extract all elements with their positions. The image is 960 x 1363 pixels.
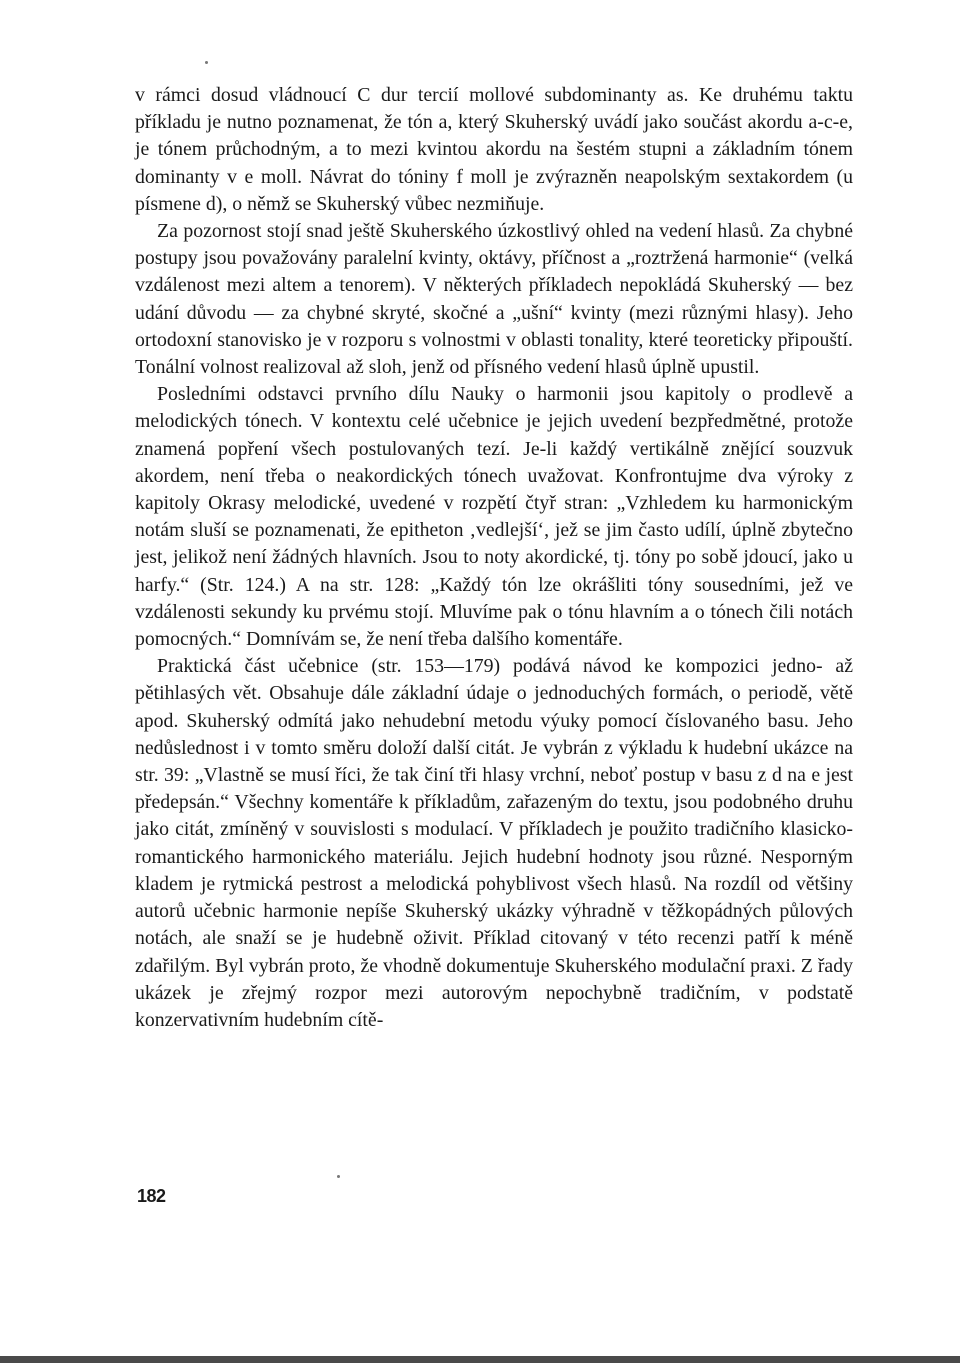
scan-speck — [205, 61, 208, 64]
page-number: 182 — [137, 1186, 166, 1206]
paragraph-4: Praktická část učebnice (str. 153—179) podává návod ke kompozici jedno- až pětihlasých vět. Obsahuje dále základní údaje o jednoduchých formách, o periodě, větě apod. Skuherský odmítá jako nehudební metodu výuky pomocí číslovaného basu. Jeho nedůslednost i v tomto směru doloží další citát. Je vybrán z výkladu k hudební ukázce na str. 39: „Vlastně se musí říci, že tak činí tři hlasy vrchní, neboť postup v basu z d na e jest předepsán.“ Všechny komentáře k příkladům, zařazeným do textu, jsou podobného druhu jako citát, zmíněný v souvislosti s modulací. V příkladech je použito tradičního klasicko-romantického harmonického materiálu. Jejich hudební hodnoty jsou různé. Nesporným kladem je rytmická pestrost a melodická pohyblivost všech hlasů. Na rozdíl od většiny autorů učebnic harmonie nepíše Skuherský ukázky výhradně v těžkopádných půlových notách, ale snaží se je hudebně oživit. Příklad citovaný v této recenzi patří k méně zdařilým. Byl vybrán proto, že vhodně dokumentuje Skuherského modulační praxi. Z řady ukázek je zřejmý rozpor mezi autorovým nepochybně tradičním, v podstatě konzervativním hudebním cítě- — [135, 655, 853, 1031]
paragraph-2: Za pozornost stojí snad ještě Skuherského úzkostlivý ohled na vedení hlasů. Za chybné postupy jsou považovány paralelní kvinty, oktávy, příčnost a „roztržená harmonie“ (velká vzdálenost mezi altem a tenorem). V některých příkladech nepokládá Skuherský — bez udání důvodu — za chybné skryté, skočné a „ušní“ kvinty (mezi různými hlasy). Jeho ortodoxní stanovisko je v rozporu s volnostmi v oblasti tonality, které teoreticky připouští. Tonální volnost realizoval až sloh, jenž od přísného vedení hlasů úplně upustil. — [135, 220, 853, 379]
paragraph-1: v rámci dosud vládnoucí C dur tercií mollové subdominanty as. Ke druhému taktu příkladu je nutno poznamenat, že tón a, který Skuherský uvádí jako součást akordu a-c-e, je tónem průchodným, a to mezi kvintou akordu na šestém stupni a základním tónem dominanty v e moll. Návrat do tóniny f moll je zvýrazněn neapolským sextakordem (u písmene d), o němž se Skuherský vůbec nezmiňuje. — [135, 84, 853, 215]
scan-speck — [337, 1175, 340, 1178]
scan-edge — [0, 1356, 960, 1363]
paragraph-3: Posledními odstavci prvního dílu Nauky o harmonii jsou kapitoly o prodlevě a melodických tónech. V kontextu celé učebnice je jejich uvedení bezpředmětné, protože znamená popření všech postulovaných tezí. Je-li každý vertikálně znějící souzvuk akordem, není třeba o neakordických tónech uvažovat. Konfrontujme dva výroky z kapitoly Okrasy melodické, uvedené v rozpětí čtyř stran: „Vzhledem ku harmonickým notám sluší se poznamenati, že epitheton ‚vedlejší‘, jež se jim často udílí, úplně zbytečno jest, jelikož není žádných hlavních. Jsou to noty akordické, tj. tóny po sobě jdoucí, jako u harfy.“ (Str. 124.) A na str. 128: „Každý tón lze okrášliti tóny sousedními, jež ve vzdálenosti sekundy ku prvému stojí. Mluvíme pak o tónu hlavním a o tónech čili notách pomocných.“ Domnívám se, že není třeba dalšího komentáře. — [135, 383, 853, 651]
body-text — [135, 82, 853, 1034]
